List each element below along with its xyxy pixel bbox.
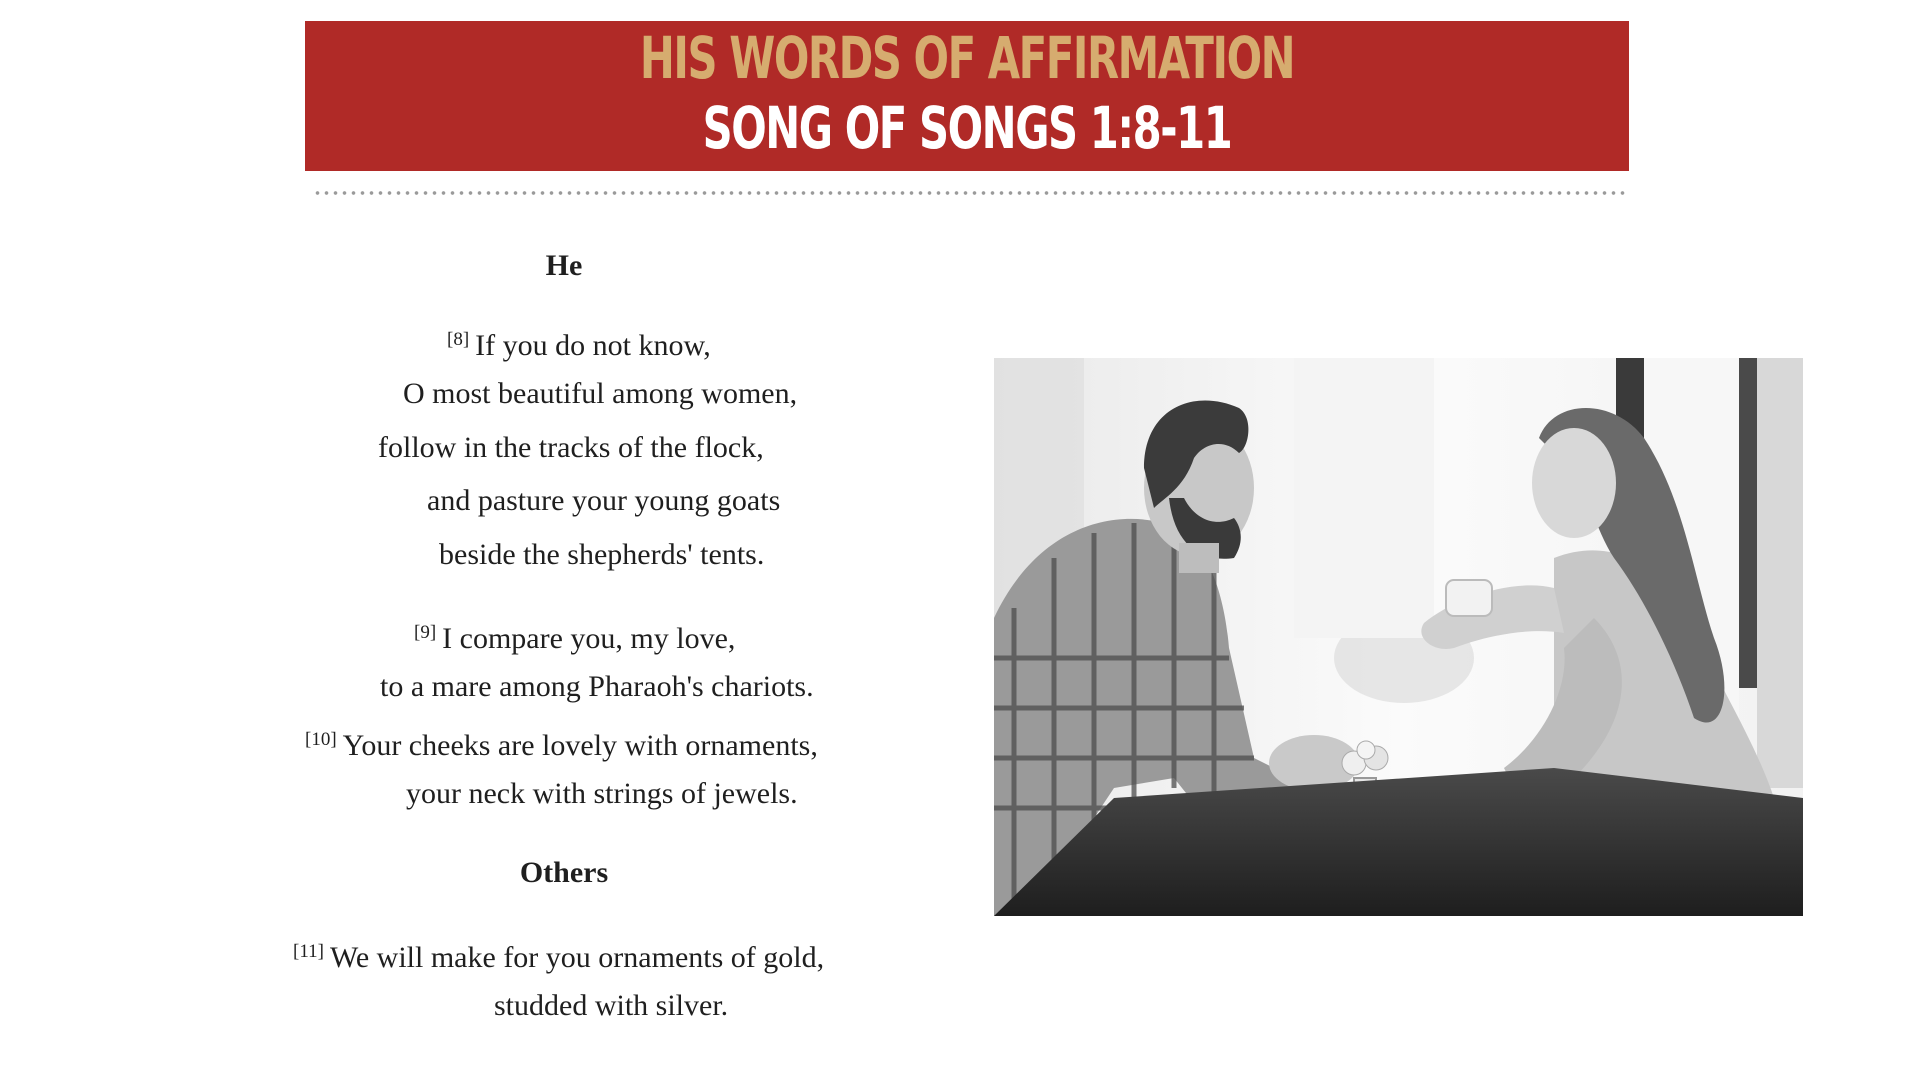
verse-number: [8]: [447, 329, 470, 350]
couple-photo-illustration: [994, 358, 1803, 916]
line-text: Your cheeks are lovely with ornaments,: [342, 729, 818, 762]
poem-line: [293, 934, 824, 976]
poem-line: to a mare among Pharaoh's chariots.: [380, 670, 814, 703]
verse-number: [10]: [305, 729, 337, 750]
speaker-others: Others: [519, 856, 609, 889]
couple-photo: [994, 358, 1803, 916]
line-text: I compare you, my love,: [442, 622, 736, 655]
poem-line: O most beautiful among women,: [403, 377, 798, 410]
poem-line: and pasture your young goats: [427, 484, 781, 517]
poem-line: [447, 322, 711, 364]
poem-line: beside the shepherds' tents.: [439, 538, 765, 571]
poem-line: follow in the tracks of the flock,: [378, 431, 764, 464]
slide-subtitle: SONG OF SONGS 1:8-11: [702, 94, 1232, 162]
speaker-he: He: [545, 249, 583, 282]
poem-line: studded with silver.: [494, 989, 729, 1022]
poem-line: your neck with strings of jewels.: [406, 777, 798, 810]
line-text: If you do not know,: [475, 329, 711, 362]
verse-number: [11]: [293, 941, 324, 962]
poem-line: [305, 722, 818, 764]
slide-title: HIS WORDS OF AFFIRMATION: [639, 24, 1295, 92]
line-text: We will make for you ornaments of gold,: [329, 941, 825, 974]
poem-line: [414, 615, 735, 657]
verse-number: [9]: [414, 622, 437, 643]
